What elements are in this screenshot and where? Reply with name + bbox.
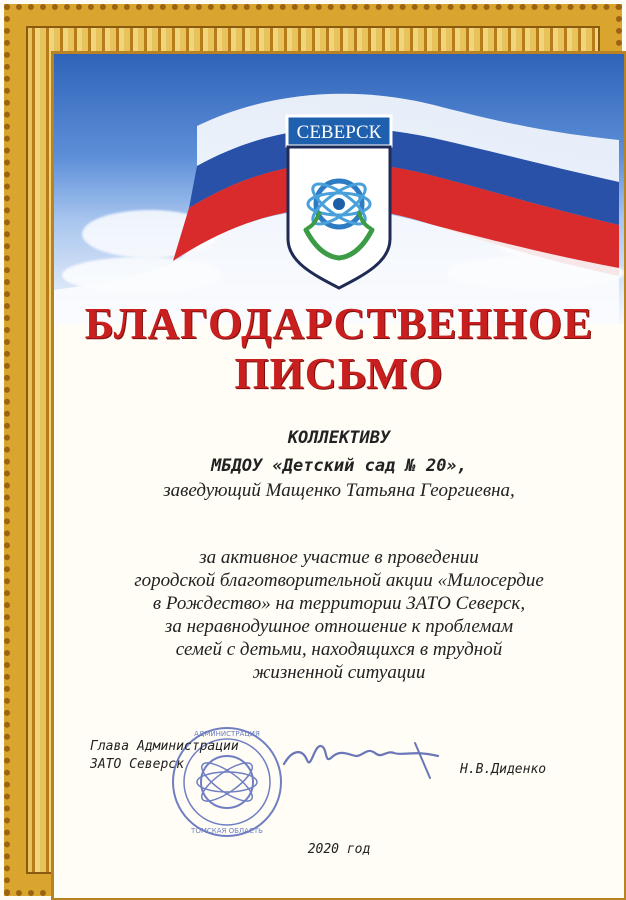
signatory-name: Н.В.Диденко: [460, 762, 547, 777]
gratitude-reason: [54, 546, 624, 684]
reason-line-4: за неравнодушное отношение к проблемам: [164, 616, 514, 637]
gold-ornamental-border: [4, 4, 622, 896]
handwritten-signature: [276, 726, 444, 786]
document-title-line-1: БЛАГОДАРСТВЕННОЕ: [84, 299, 594, 348]
recipient-line-2: МБДОУ «Детский сад № 20»,: [211, 456, 467, 476]
document-year: 2020 год: [307, 842, 371, 857]
signatory-position-line-1: Глава Администрации: [90, 739, 239, 754]
reason-line-1: за активное участие в проведении: [199, 547, 479, 568]
reason-line-6: жизненной ситуации: [252, 662, 426, 683]
document-title-line-2: ПИСЬМО: [234, 349, 444, 398]
reason-line-5: семей с детьми, находящихся в трудной: [175, 639, 503, 660]
svg-text:АДМИНИСТРАЦИЯ: АДМИНИСТРАЦИЯ: [194, 730, 260, 738]
svg-text:ТОМСКАЯ ОБЛАСТЬ: ТОМСКАЯ ОБЛАСТЬ: [191, 827, 263, 835]
certificate-content: [54, 54, 624, 898]
recipient-block: [54, 424, 624, 480]
signatory-position: [90, 738, 239, 774]
reason-line-3: в Рождество» на территории ЗАТО Северск,: [152, 593, 526, 614]
signatory-position-line-2: ЗАТО Северск: [90, 757, 184, 772]
recipient-line-1: КОЛЛЕКТИВУ: [287, 428, 391, 448]
reason-line-2: городской благотворительной акции «Милосердие: [134, 570, 544, 591]
seversk-coat-of-arms: [284, 112, 394, 294]
manager-line: заведующий Мащенко Татьяна Георгиевна,: [163, 480, 515, 501]
city-badge-text: СЕВЕРСК: [296, 122, 382, 143]
